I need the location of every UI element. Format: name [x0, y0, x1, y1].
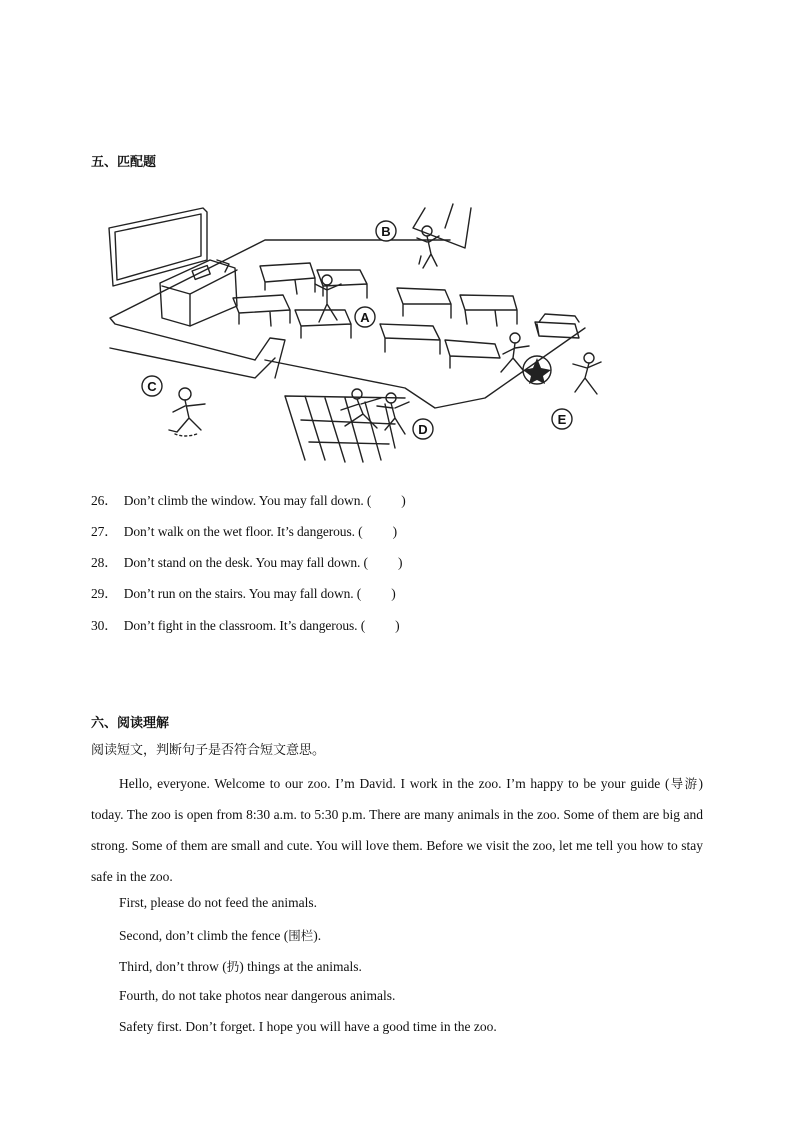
label-e: [552, 409, 572, 429]
question-30: 30． Don’t fight in the classroom. It’s dangerous. ( ): [91, 618, 400, 633]
classroom-safety-illustration: [105, 198, 625, 470]
reading-instruction: 阅读短文，判断句子是否符合短文意思。: [91, 743, 326, 758]
question-27: 27． Don’t walk on the wet floor. It’s dangerous. ( ): [91, 524, 397, 539]
passage-line-second: Second, don’t climb the fence (围栏).: [119, 928, 322, 943]
svg-text:C: C: [147, 379, 157, 394]
svg-text:E: E: [557, 412, 567, 427]
question-29: 29． Don’t run on the stairs. You may fall down. ( ): [91, 586, 396, 601]
label-a: [355, 307, 375, 327]
svg-text:D: D: [418, 422, 428, 437]
label-b: [376, 221, 396, 241]
label-c: [142, 376, 162, 396]
label-d: [413, 419, 433, 439]
section-6-title: 六、阅读理解: [91, 716, 170, 731]
section-5-title: 五、匹配题: [91, 155, 157, 170]
passage-line-third: Third, don’t throw (扔) things at the animals.: [119, 959, 362, 974]
passage-paragraph-1: Hello, everyone. Welcome to our zoo. I’m David. I work in the zoo. I’m happy to be your guide (导游) today. The zoo is open from 8:30 a.m. to 5:30 p.m. There are many animals in the zoo. Some of them are big and strong. Some of them are small and cute. You will love them. Before we visit the zoo, let me tell you how to stay safe in the zoo.: [91, 776, 703, 884]
question-28: 28． Don’t stand on the desk. You may fall down. ( ): [91, 555, 403, 570]
passage-line-fourth: Fourth, do not take photos near dangerous animals.: [119, 988, 396, 1003]
desk: [260, 263, 315, 294]
svg-text:B: B: [381, 224, 391, 239]
passage-line-closing: Safety first. Don’t forget. I hope you will have a good time in the zoo.: [119, 1019, 497, 1034]
passage-line-first: First, please do not feed the animals.: [119, 895, 317, 910]
svg-text:A: A: [360, 310, 370, 325]
question-26: 26． Don’t climb the window. You may fall down. ( ): [91, 493, 406, 508]
